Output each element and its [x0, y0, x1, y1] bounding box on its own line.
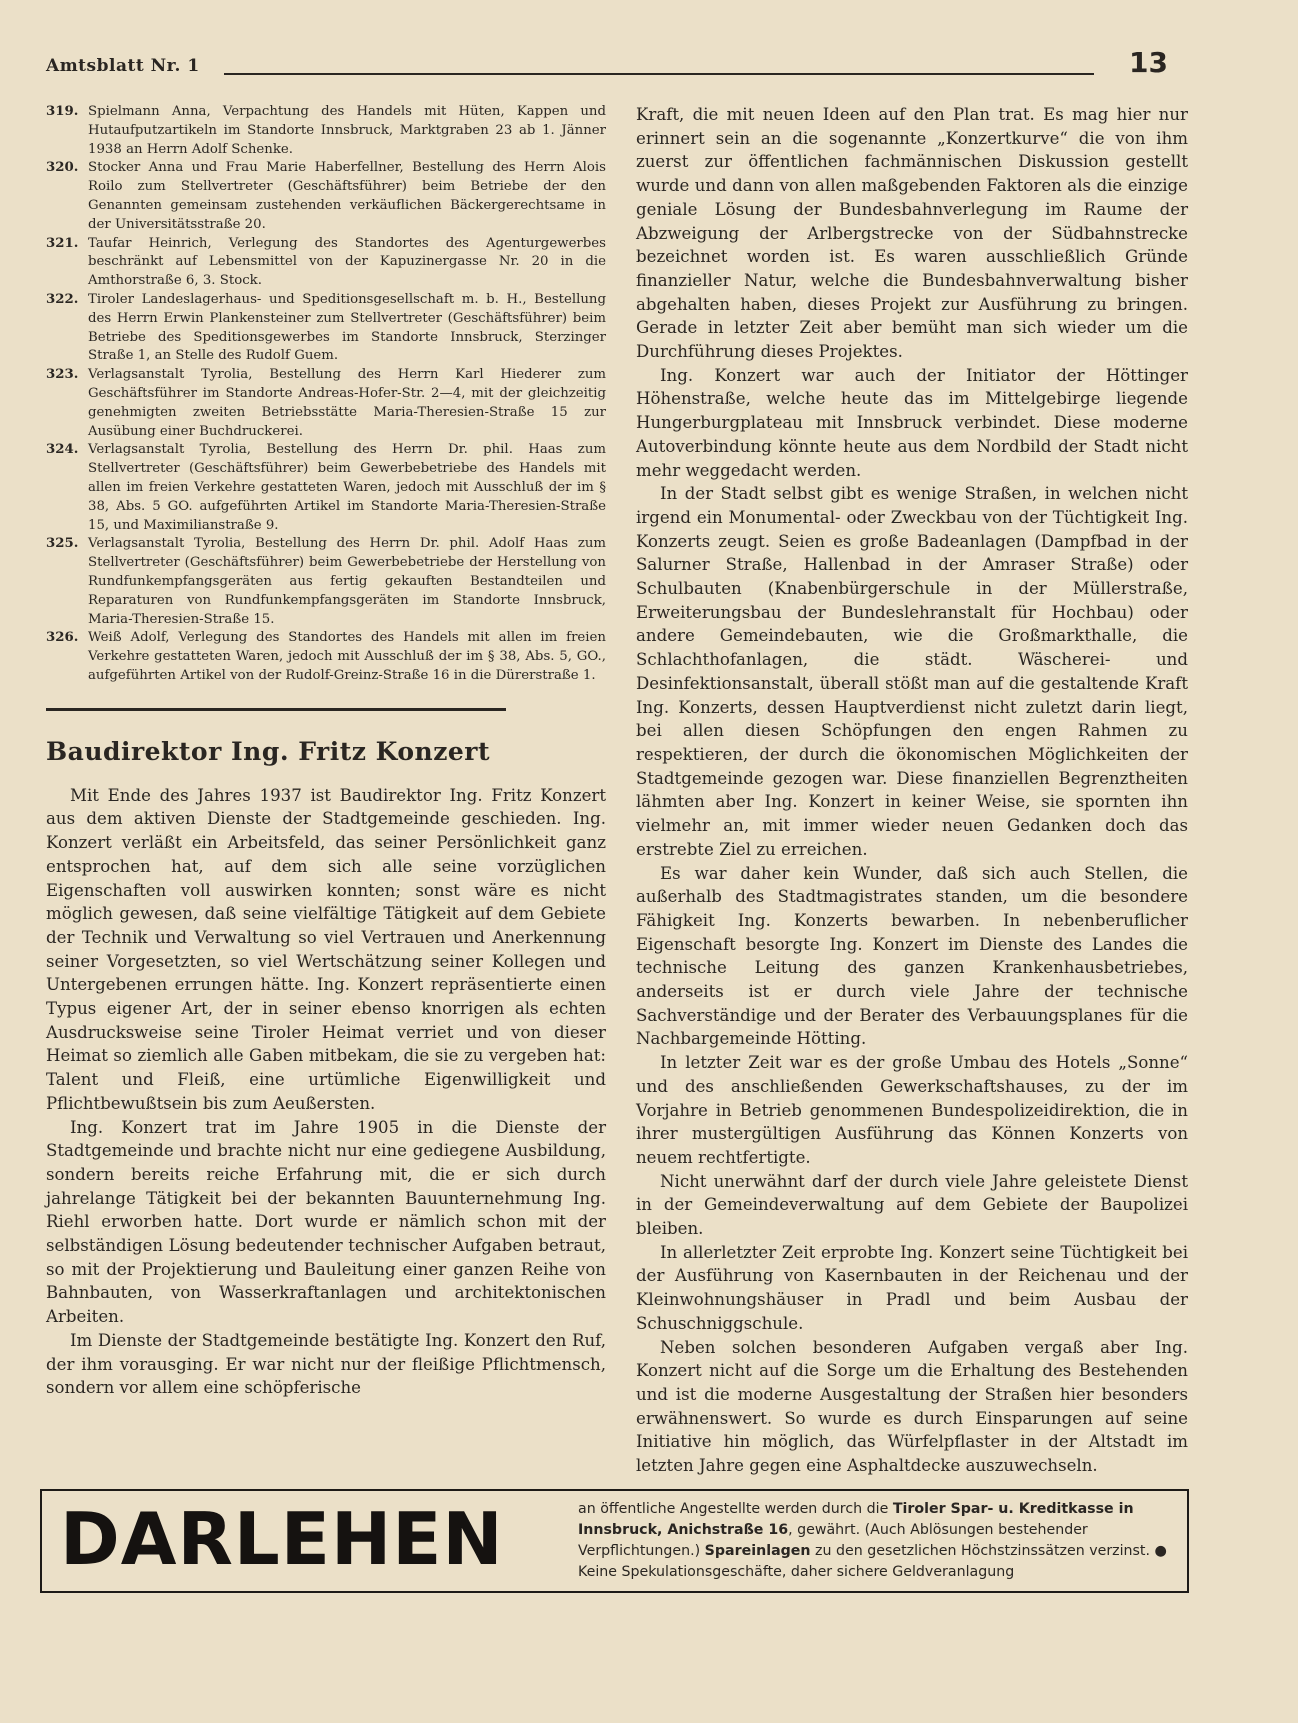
right-column	[636, 103, 1188, 1478]
register-entry	[46, 159, 606, 234]
article-paragraph: Mit Ende des Jahres 1937 ist Baudirektor Ing. Fritz Konzert aus dem aktiven Dienste der Stadtgemeinde geschieden. Ing. Konzert verläßt ein Arbeitsfeld, das seiner Persönlichkeit ganz entsprochen hat, auf dem sich alle seine vorzüglichen Eigenschaften voll auswirken konnten; sonst wäre es nicht möglich gewesen, daß seine vielfältige Tätigkeit auf dem Gebiete der Technik und Verwaltung so viel Vertrauen und Anerkennung seiner Vorgesetzten, so viel Wertschätzung seiner Kollegen und Untergebenen errungen hätte. Ing. Konzert repräsentierte einen Typus eigener Art, der in seiner ebenso knorrigen als echten Ausdrucksweise seine Tiroler Heimat verriet und von dieser Heimat so ziemlich alle Gaben mitbekam, die sie zu vergeben hat: Talent und Fleiß, eine urtümliche Eigenwilligkeit und Pflichtbewußtsein bis zum Aeußersten.	[46, 785, 606, 1113]
section-divider	[46, 708, 506, 711]
page-header	[46, 44, 1186, 84]
register-entry	[46, 291, 606, 366]
ad-text-part: an öffentliche Angestellte werden durch die	[578, 1501, 893, 1517]
article-paragraph: In allerletzter Zeit erprobte Ing. Konzert seine Tüchtigkeit bei der Ausführung von Kasernbauten in der Reichenau und der Kleinwohnungshäuser in Pradl und beim Ausbau der Schuschniggschule.	[636, 1242, 1188, 1333]
article-heading: Baudirektor Ing. Fritz Konzert	[46, 736, 491, 766]
article-paragraph: Ing. Konzert trat im Jahre 1905 in die Dienste der Stadtgemeinde und brachte nicht nur eine gediegene Ausbildung, sondern bereits reiche Erfahrung mit, die er sich durch jahrelange Tätigkeit bei der bekannten Bauunternehmung Ing. Riehl erworben hatte. Dort wurde er nämlich schon mit der selbständigen Lösung bedeutender technischer Aufgaben betraut, so mit der Projektierung und Bauleitung einer ganzen Reihe von Bahnbauten, von Wasserkraftanlagen und architektonischen Arbeiten.	[46, 1117, 606, 1327]
page-number: 13	[1129, 46, 1168, 79]
article-paragraph: In letzter Zeit war es der große Umbau des Hotels „Sonne“ und des anschließenden Gewerkschaftshauses, zu der im Vorjahre in Betrieb genommenen Bundespolizeidirektion, die in ihrer mustergültigen Ausführung das Können Konzerts von neuem rechtfertigte.	[636, 1053, 1188, 1167]
entry-text: Taufar Heinrich, Verlegung des Standortes des Agenturgewerbes beschränkt auf Lebensmittel von der Kapuzinergasse Nr. 20 in die Amthorstraße 6, 3. Stock.	[88, 235, 606, 289]
ad-text-part: zu den gesetzlichen Höchstzinssätzen verzinst. ● Keine Spekulationsgeschäfte, daher sichere Geldveranlagung	[578, 1543, 1167, 1580]
entry-number: 323.	[46, 367, 79, 383]
entry-text: Tiroler Landeslagerhaus- und Speditionsgesellschaft m. b. H., Bestellung des Herrn Erwin Plankensteiner zum Stellvertreter (Geschäftsführer) beim Betriebe des Speditionsgewerbes im Standorte Innsbruck, Sterzinger Straße 1, an Stelle des Rudolf Guem.	[88, 291, 606, 364]
ad-text	[578, 1499, 1178, 1583]
header-title: Amtsblatt Nr. 1	[46, 56, 200, 76]
ad-savings: Spareinlagen	[704, 1543, 811, 1559]
register-entry	[46, 103, 606, 159]
entry-number: 326.	[46, 630, 79, 646]
entry-number: 319.	[46, 104, 79, 119]
header-rule	[224, 73, 1094, 75]
article-paragraph: Kraft, die mit neuen Ideen auf den Plan trat. Es mag hier nur erinnert sein an die sogenannte „Konzertkurve“ die von ihm zuerst zur öffentlichen fachmännischen Diskussion gestellt wurde und dann von allen maßgebenden Faktoren als die einzige geniale Lösung der Bundesbahnverlegung im Raume der Abzweigung der Arlbergstrecke von der Südbahnstrecke bezeichnet worden ist. Es waren ausschließlich Gründe finanzieller Natur, welche die Bundesbahnverwaltung bisher abgehalten haben, dieses Projekt zur Ausführung zu bringen. Gerade in letzter Zeit aber bemüht man sich wieder um die Durchführung dieses Projektes.	[636, 105, 1188, 362]
entry-number: 322.	[46, 291, 79, 307]
register-entry	[46, 366, 606, 441]
register-entry	[46, 235, 606, 291]
entry-text: Weiß Adolf, Verlegung des Standortes des Handels mit allen im freien Verkehre gestatteten Waren, jedoch mit Ausschluß der im § 38, Abs. 5, GO., aufgeführten Artikel von der Rudolf-Greinz-Straße 16 in die Dürerstraße 1.	[88, 630, 606, 683]
entry-text: Verlagsanstalt Tyrolia, Bestellung des Herrn Karl Hiederer zum Geschäftsführer im Standorte Andreas-Hofer-Str. 2—4, mit der gleichzeitig genehmigten zweiten Betriebsstätte Maria-Theresien-Straße 15 zur Ausübung einer Buchdruckerei.	[88, 367, 606, 439]
entry-text: Verlagsanstalt Tyrolia, Bestellung des Herrn Dr. phil. Adolf Haas zum Stellvertreter (Geschäftsführer) beim Gewerbebetriebe der Herstellung von Rundfunkempfangsgeräten aus fertig gekauften Bestandteilen und Reparaturen von Rundfunkempfangsgeräten im Standorte Innsbruck, Maria-Theresien-Straße 15.	[88, 536, 606, 627]
entry-text: Spielmann Anna, Verpachtung des Handels mit Hüten, Kappen und Hutaufputzartikeln im Standorte Innsbruck, Marktgraben 23 ab 1. Jänner 1938 an Herrn Adolf Schenke.	[88, 104, 606, 157]
advertisement-box	[40, 1489, 1189, 1593]
register-entry	[46, 629, 606, 685]
article-paragraph: Es war daher kein Wunder, daß sich auch Stellen, die außerhalb des Stadtmagistrates standen, um die besondere Fähigkeit Ing. Konzerts bewarben. In nebenberuflicher Eigenschaft besorgte Ing. Konzert im Dienste des Landes die technische Leitung des ganzen Krankenhausbetriebes, anderseits ist er durch viele Jahre der technische Sachverständige und der Berater des Verbauungsplanes für die Nachbargemeinde Hötting.	[636, 863, 1188, 1049]
article-paragraph: In der Stadt selbst gibt es wenige Straßen, in welchen nicht irgend ein Monumental- oder Zweckbau von der Tüchtigkeit Ing. Konzerts zeugt. Seien es große Badeanlagen (Dampfbad in der Salurner Straße, Hallenbad in der Amraser Straße) oder Schulbauten (Knabenbürgerschule in der Müllerstraße, Erweiterungsbau der Bundeslehranstalt für Hochbau) oder andere Gemeindebauten, wie die Großmarkthalle, die Schlachthofanlagen, die städt. Wäscherei- und Desinfektionsanstalt, überall stößt man auf die gestaltende Kraft Ing. Konzerts, dessen Hauptverdienst nicht zuletzt darin liegt, bei allen diesen Schöpfungen den engen Rahmen zu respektieren, der durch die ökonomischen Möglichkeiten der Stadtgemeinde gezogen war. Diese finanziellen Begrenztheiten lähmten aber Ing. Konzert in keiner Weise, sie spornten ihn vielmehr an, mit immer wieder neuen Gedanken doch das erstrebte Ziel zu erreichen.	[636, 484, 1188, 859]
entry-number: 325.	[46, 536, 79, 552]
entry-number: 324.	[46, 442, 79, 458]
entry-text: Verlagsanstalt Tyrolia, Bestellung des Herrn Dr. phil. Haas zum Stellvertreter (Geschäftsführer) beim Gewerbebetriebe des Handels mit allen im freien Verkehre gestatteten Waren, jedoch mit Ausschluß der im § 38, Abs. 5 GO. aufgeführten Artikel im Standorte Maria-Theresien-Straße 15, und Maximilianstraße 9.	[88, 442, 606, 533]
article-paragraph: Ing. Konzert war auch der Initiator der Höttinger Höhenstraße, welche heute das im Mittelgebirge liegende Hungerburgplateau mit Innsbruck verbindet. Diese moderne Autoverbindung könnte heute aus dem Nordbild der Stadt nicht mehr weggedacht werden.	[636, 365, 1188, 480]
article-paragraph: Im Dienste der Stadtgemeinde bestätigte Ing. Konzert den Ruf, der ihm vorausging. Er war nicht nur der fleißige Pflichtmensch, sondern vor allem eine schöpferische	[46, 1330, 606, 1398]
ad-text-part: , gewährt. (Auch Ablösungen bestehender Verpflichtungen.)	[578, 1522, 1088, 1559]
register-entry	[46, 441, 606, 535]
article-paragraph: Nicht unerwähnt darf der durch viele Jahre geleistete Dienst in der Gemeindeverwaltung auf dem Gebiete der Baupolizei bleiben.	[636, 1171, 1188, 1239]
entry-text: Stocker Anna und Frau Marie Haberfellner, Bestellung des Herrn Alois Roilo zum Stellvertreter (Geschäftsführer) beim Betriebe der den Genannten gemeinsam zustehenden verkäuflichen Bäckergerechtsame in der Universitätsstraße 20.	[88, 160, 606, 232]
entry-number: 321.	[46, 235, 79, 251]
left-column	[46, 103, 606, 1400]
article-paragraph: Neben solchen besonderen Aufgaben vergaß aber Ing. Konzert nicht auf die Sorge um die Erhaltung des Bestehenden und ist die moderne Ausgestaltung der Straßen hier besonders erwähnenswert. So wurde es durch Einsparungen auf seine Initiative hin möglich, das Würfelpflaster in der Altstadt im letzten Jahre gegen eine Asphaltdecke auszuwechseln.	[636, 1337, 1188, 1476]
register-entry	[46, 535, 606, 629]
ad-bank-name: Tiroler Spar- u. Kreditkasse in Innsbruck, Anichstraße 16	[578, 1501, 1134, 1538]
entry-number: 320.	[46, 160, 79, 176]
ad-headline: DARLEHEN	[60, 1497, 504, 1581]
